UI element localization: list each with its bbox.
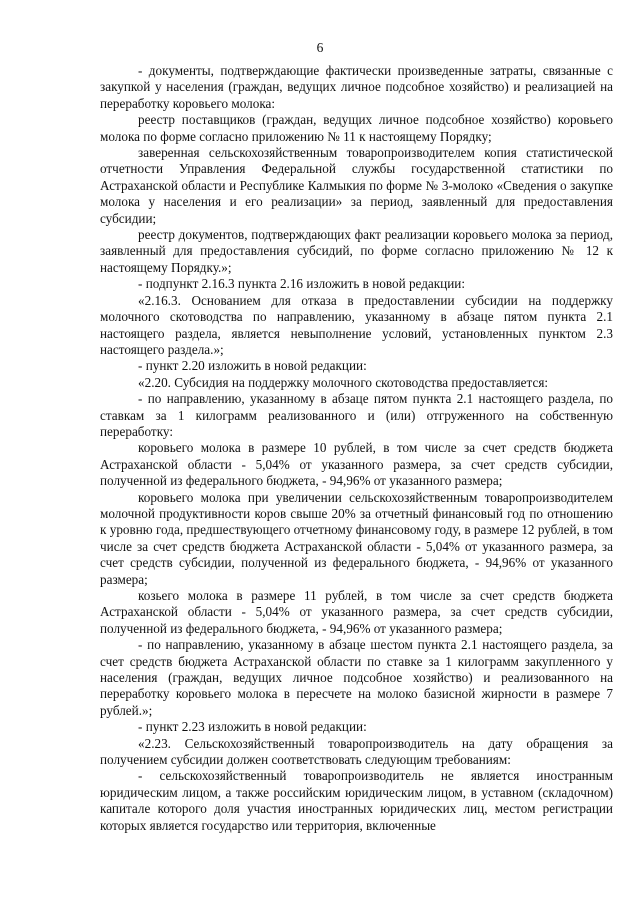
paragraph-clause-2-23-text: «2.23. Сельскохозяйственный товаропроизводитель на дату обращения за получением субсидии должен соответствовать следующим требованиям: <box>100 735 613 768</box>
paragraph-clause-2-16-3-text: «2.16.3. Основанием для отказа в предоставлении субсидии на поддержку молочного скотоводства по направлению, указанному в абзаце пятом пункта 2.1 настоящего раздела, является невыполнение условий, установленных пунктом 2.3 настоящего раздела.»; <box>100 292 613 357</box>
paragraph-clause-2-23: - пункт 2.23 изложить в новой редакции: <box>138 719 367 735</box>
paragraph-cow-milk-12: коровьего молока при увеличении сельскохозяйственным товаропроизводителем молочной продуктивности коров свыше 20% за отчетный финансовый год по отношению к уровню года, предшествующего отчетному финансовому году, в размере 12 рублей, в том числе за счет средств бюджета Астраханской области - 5,04% от указанного размера, за счет средств субсидии, полученной из федерального бюджета, - 94,96% от указанного размера; <box>100 489 613 587</box>
paragraph-foreign-entity: - сельскохозяйственный товаропроизводитель не является иностранным юридическим лицом, а также российским юридическим лицом, в уставном (складочном) капитале которого доля участия иностранных юридических лиц, местом регистрации которых является государство или территория, включенные <box>100 768 613 833</box>
paragraph-cow-milk-10: коровьего молока в размере 10 рублей, в том числе за счет средств бюджета Астраханской области - 5,04% от указанного размера, за счет средств субсидии, полученной из федерального бюджета, - 94,96% от указанного размера; <box>100 440 613 489</box>
paragraph-documents: - документы, подтверждающие фактически произведенные затраты, связанные с закупкой у населения (граждан, ведущих личное подсобное хозяйство) и реализацией на переработку коровьего молока: <box>100 63 613 111</box>
paragraph-registry-suppliers: реестр поставщиков (граждан, ведущих личное подсобное хозяйство) коровьего молока по форме согласно приложению № 11 к настоящему Порядку; <box>100 112 613 144</box>
paragraph-clause-2-20: - пункт 2.20 изложить в новой редакции: <box>138 358 367 374</box>
paragraph-statistics-copy: заверенная сельскохозяйственным товаропроизводителем копия статистической отчетности Управления Федеральной службы государственной статистики по Астраханской области и Республике Калмыкия по форме № 3-молоко «Сведения о закупке молока у населения и его реализации» за период, заявленный для предоставления субсидии; <box>100 145 613 226</box>
paragraph-goat-milk-11: козьего молока в размере 11 рублей, в том числе за счет средств бюджета Астраханской области - 5,04% от указанного размера, за счет средств субсидии, полученной из федерального бюджета, - 94,96% от указанного размера; <box>100 588 613 636</box>
paragraph-clause-2-20-text: «2.20. Субсидия на поддержку молочного скотоводства предоставляется: <box>138 374 549 390</box>
paragraph-registry-documents: реестр документов, подтверждающих факт реализации коровьего молока за период, заявленный для предоставления субсидий, по форме согласно приложению № 12 к настоящему Порядку.»; <box>100 227 613 275</box>
document-body <box>100 63 613 834</box>
paragraph-subclause-2-16-3: - подпункт 2.16.3 пункта 2.16 изложить в новой редакции: <box>138 276 466 292</box>
page-number: 6 <box>316 40 324 55</box>
paragraph-direction-fifth: - по направлению, указанному в абзаце пятом пункта 2.1 настоящего раздела, по ставкам за 1 килограмм реализованного и (или) отгруженного на собственную переработку: <box>100 391 613 439</box>
paragraph-direction-sixth: - по направлению, указанному в абзаце шестом пункта 2.1 настоящего раздела, за счет средств бюджета Астраханской области по ставке за 1 килограмм закупленного у населения (граждан, ведущих личное подсобное хозяйство) и реализованного на переработку коровьего молока в пересчете на молоко базисной жирности в размере 7 рублей.»; <box>100 637 613 718</box>
